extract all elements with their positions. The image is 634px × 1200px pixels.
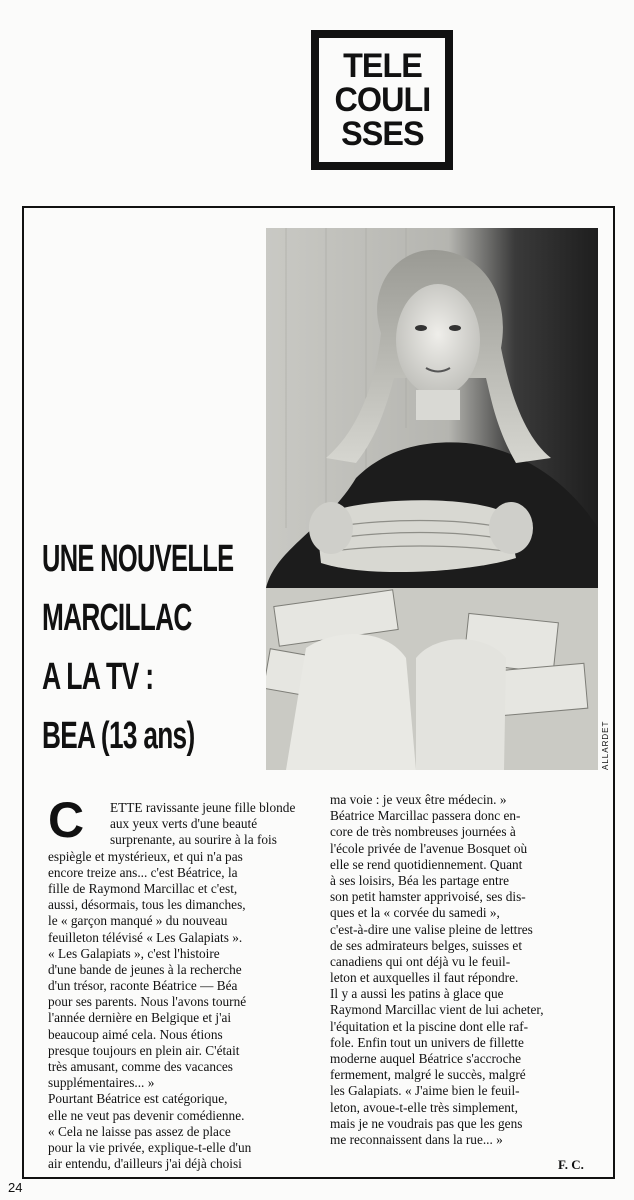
- text-line: l'équitation et la piscine dont elle raf-: [330, 1018, 529, 1034]
- text-line: ma voie : je veux être médecin. »: [330, 792, 507, 807]
- text-line: supplémentaires... »: [48, 1075, 155, 1091]
- text-line: ETTE ravissante jeune fille blonde: [110, 800, 296, 815]
- logo-line-1: TELE: [342, 47, 422, 85]
- text-line: d'un trésor, raconte Béatrice — Béa: [48, 978, 238, 994]
- article-column-right: [330, 792, 598, 1148]
- text-line: presque toujours en plein air. C'était: [48, 1042, 240, 1058]
- headline-line-1: UNE NOUVELLE: [42, 538, 234, 580]
- text-line: pour ses parents. Nous l'avons tourné: [48, 994, 247, 1010]
- text-line: le « garçon manqué » du nouveau: [48, 913, 228, 929]
- text-line: aux yeux verts d'une beauté: [110, 816, 258, 832]
- text-line: elle se rend quotidiennement. Quant: [330, 856, 523, 872]
- text-line: pour la vie privée, explique-t-elle d'un: [48, 1139, 252, 1155]
- drop-cap: C: [48, 792, 85, 848]
- text-line: de ses admirateurs belges, suisses et: [330, 937, 523, 953]
- text-line: espiègle et mystérieux, et qui n'a pas: [48, 848, 243, 864]
- text-line: air entendu, d'ailleurs j'ai déjà choisi: [48, 1156, 242, 1172]
- knee-left: [286, 634, 416, 770]
- text-line: les Galapiats. « J'aime bien le feuil-: [330, 1083, 520, 1099]
- logo-line-3: SSES: [340, 115, 424, 153]
- article-photo: [266, 228, 598, 770]
- headline-line-4: BEA (13 ans): [42, 715, 195, 757]
- text-line: leton et auxquelles il faut répondre.: [330, 970, 519, 986]
- text-line: d'une bande de jeunes à la recherche: [48, 961, 242, 977]
- text-line: encore treize ans... c'est Béatrice, la: [48, 864, 238, 880]
- text-line: moderne auquel Béatrice s'accroche: [330, 1051, 522, 1066]
- text-line: aussi, désormais, tous les dimanches,: [48, 897, 246, 913]
- text-line: Il y a aussi les patins à glace que: [330, 986, 504, 1002]
- text-line: core de très nombreuses journées à: [330, 824, 516, 840]
- logo-inner: [319, 38, 445, 162]
- headline-line-3: A LA TV :: [42, 656, 154, 698]
- text-line: Pourtant Béatrice est catégorique,: [48, 1091, 228, 1107]
- page-number: 24: [8, 1180, 23, 1195]
- face: [396, 284, 480, 396]
- photo-illustration: [266, 228, 598, 770]
- text-line: fole. Enfin tout un univers de fillette: [330, 1034, 524, 1050]
- text-line: beaucoup aimé cela. Nous étions: [48, 1026, 223, 1042]
- text-line: leton, avoue-t-elle très simplement,: [330, 1099, 518, 1115]
- headline-line-2: MARCILLAC: [42, 597, 192, 639]
- text-line: « Cela ne laisse pas assez de place: [48, 1123, 231, 1139]
- headline: [42, 530, 267, 766]
- text-line: son petit hamster apprivoisé, ses dis-: [330, 889, 526, 905]
- text-line: l'année dernière en Belgique et j'ai: [48, 1010, 232, 1026]
- text-line: fermement, malgré le succès, malgré: [330, 1067, 526, 1083]
- text-line: me reconnaissent dans la rue... »: [330, 1131, 503, 1147]
- text-line: canadiens qui ont déjà vu le feuil-: [330, 953, 511, 969]
- text-line: ques et la « corvée du samedi »,: [330, 905, 500, 921]
- text-line: Béatrice Marcillac passera donc en-: [330, 808, 521, 824]
- photo-credit: ALLARDET: [601, 720, 610, 770]
- text-line: feuilleton télévisé « Les Galapiats ».: [48, 929, 243, 945]
- text-line: mais je ne voudrais pas que les gens: [330, 1115, 523, 1131]
- knee-right: [416, 639, 506, 770]
- text-line: fille de Raymond Marcillac et c'est,: [48, 880, 238, 896]
- article-column-left: [48, 792, 318, 1172]
- text-line: Raymond Marcillac vient de lui acheter,: [330, 1002, 544, 1018]
- author-signature: F. C.: [558, 1157, 584, 1172]
- text-line: l'école privée de l'avenue Bosquet où: [330, 840, 528, 856]
- logo-line-2: COULI: [334, 81, 430, 119]
- text-line: très amusant, comme des vacances: [48, 1059, 233, 1074]
- text-line: « Les Galapiats », c'est l'histoire: [48, 945, 220, 961]
- text-line: c'est-à-dire une valise pleine de lettres: [330, 921, 533, 937]
- text-line: elle ne veut pas devenir comédienne.: [48, 1107, 245, 1123]
- magazine-section-logo: [311, 30, 453, 170]
- text-line: surprenante, au sourire à la fois: [110, 832, 277, 848]
- text-line: à ses loisirs, Béa les partage entre: [330, 872, 510, 888]
